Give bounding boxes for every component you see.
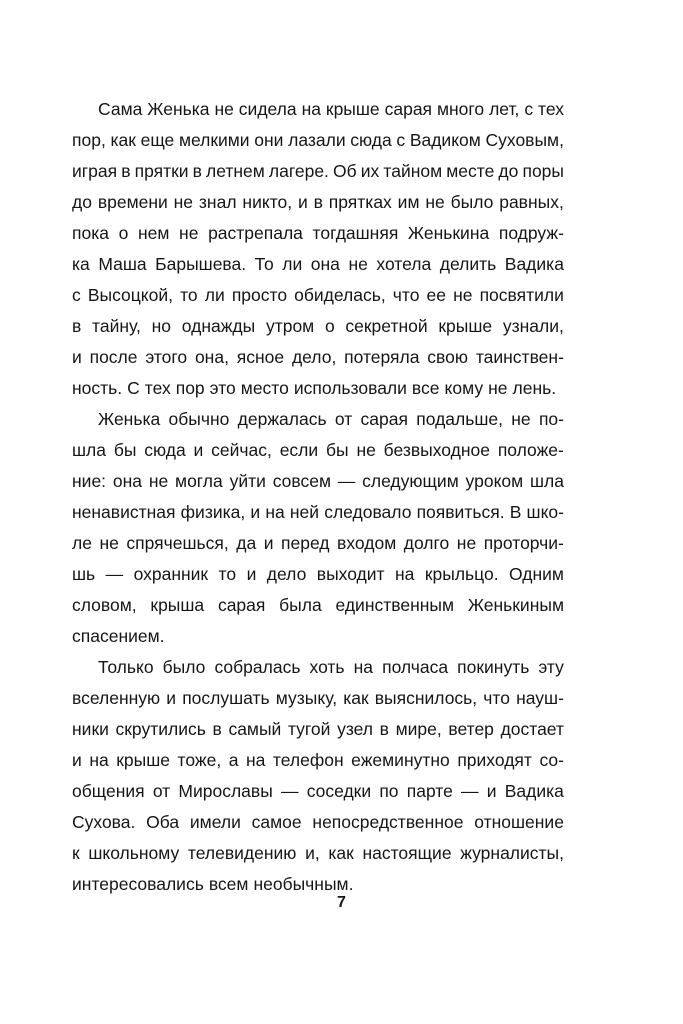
text-line: ле не спрячешься, да и перед входом долго не проторчи-	[72, 533, 564, 553]
text-line: до времени не знал никто, и в прятках им не было равных,	[72, 192, 564, 212]
text-line: к школьному телевидению и, как настоящие журналисты,	[72, 843, 564, 863]
text-line: интересовались всем необычным.	[72, 874, 354, 894]
paragraph	[72, 652, 564, 900]
text-line: спасением.	[72, 626, 165, 646]
text-line: общения от Мирославы — соседки по парте — и Вадика	[72, 781, 564, 801]
text-line: словом, крыша сарая была единственным Женькиным	[72, 595, 564, 615]
text-line: ники скрутились в самый тугой узел в мире, ветер достает	[72, 719, 564, 739]
text-line: играя в прятки в летнем лагере. Об их тайном месте до поры	[72, 161, 564, 181]
text-line: Женька обычно держалась от сарая подальше, не по-	[98, 409, 564, 429]
text-line: ние: она не могла уйти совсем — следующим уроком шла	[72, 471, 564, 491]
text-line: Только было собралась хоть на полчаса покинуть эту	[98, 657, 564, 677]
text-line: Сама Женька не сидела на крыше сарая много лет, с тех	[98, 99, 564, 119]
paragraph	[72, 404, 564, 652]
body-text	[72, 94, 564, 900]
text-line: пор, как еще мелкими они лазали сюда с Вадиком Суховым,	[72, 130, 564, 150]
text-line: пока о нем не растрепала тогдашняя Женькина подруж-	[72, 223, 564, 243]
paragraph	[72, 94, 564, 404]
text-line: с Высоцкой, то ли просто обиделась, что ее не посвятили	[72, 285, 564, 305]
text-line: шла бы сюда и сейчас, если бы не безвыходное положе-	[72, 440, 564, 460]
page-number: 7	[337, 894, 346, 911]
text-line: ка Маша Барышева. То ли она не хотела делить Вадика	[72, 254, 564, 274]
text-line: шь — охранник то и дело выходит на крыльцо. Одним	[72, 564, 564, 584]
text-line: и после этого она, ясное дело, потеряла свою таинствен-	[72, 347, 564, 367]
text-line: ненавистная физика, и на ней следовало появиться. В шко-	[72, 502, 564, 522]
text-line: Сухова. Оба имели самое непосредственное отношение	[72, 812, 564, 832]
text-line: вселенную и послушать музыку, как выяснилось, что науш-	[72, 688, 564, 708]
text-line: ность. С тех пор это место использовали все кому не лень.	[72, 378, 557, 398]
text-line: и на крыше тоже, а на телефон ежеминутно приходят со-	[72, 750, 564, 770]
text-line: в тайну, но однажды утром о секретной крыше узнали,	[72, 316, 564, 336]
